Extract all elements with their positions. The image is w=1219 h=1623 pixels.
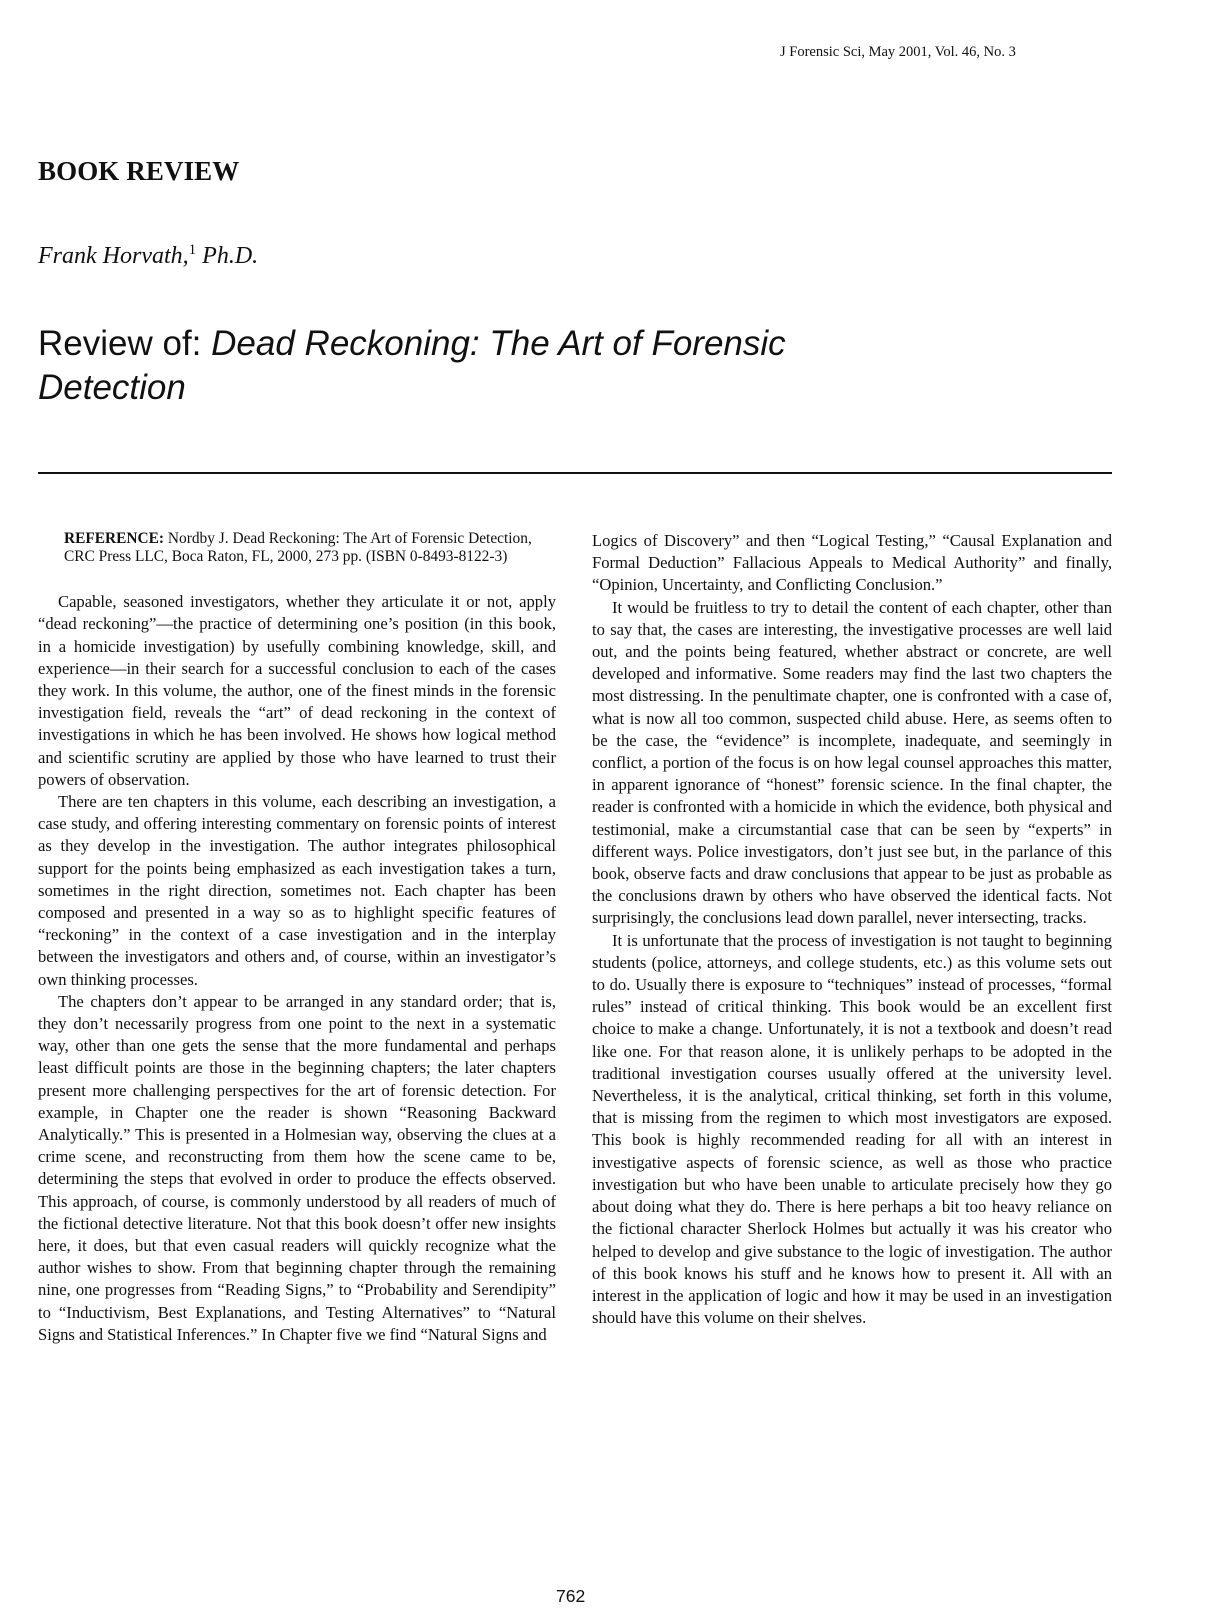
title-prefix: Review of:	[38, 324, 202, 363]
article-title	[38, 322, 898, 410]
body-paragraph: Capable, seasoned investigators, whether they articulate it or not, apply “dead reckoning”—the practice of determining one’s position (in this book, in a homicide investigation) by usefully combining knowledge, skill, and experience—in their search for a successful conclusion to each of the cases they work. In this volume, the author, one of the finest minds in the forensic investigation field, reveals the “art” of dead reckoning in the context of investigations in which he has been involved. He shows how logical method and scientific scrutiny are applied by those who have learned to trust their powers of observation.	[38, 592, 556, 789]
reference-block	[64, 530, 544, 565]
author-line	[38, 243, 258, 270]
body-paragraph: There are ten chapters in this volume, each describing an investigation, a case study, and offering interesting commentary on forensic points of interest as they develop in the investigation. The author integrates philosophical support for the points being emphasized as each investigation takes a turn, sometimes in the right direction, sometimes not. Each chapter has been composed and presented in a way so as to highlight specific features of “reckoning” in the context of a case investigation and in the interplay between the investigators and others and, of course, within an investigator’s own thinking processes.	[38, 792, 556, 989]
body-paragraph: It would be fruitless to try to detail the content of each chapter, other than to say that, the cases are interesting, the investigative processes are well laid out, and the points being featured, whether abstract or concrete, are well developed and informative. Some readers may find the last two chapters the most distressing. In the penultimate chapter, one is confronted with a case of, what is now all too common, suspected child abuse. Here, as seems often to be the case, the “evidence” is incomplete, inadequate, and seemingly in conflict, a portion of the focus is on how legal counsel approaches this matter, in apparent ignorance of “honest” forensic science. In the final chapter, the reader is confronted with a homicide in which the evidence, both physical and testimonial, make a circumstantial case that can be seen by “experts” in different ways. Police investigators, don’t just see but, in the parlance of this book, observe facts and draw conclusions that appear to be just as probable as the conclusions drawn by others who have observed the identical facts. Not surprisingly, the conclusions lead down parallel, never intersecting, tracks.	[592, 597, 1112, 928]
right-column	[592, 530, 1112, 1329]
left-column	[38, 530, 556, 1346]
body-paragraph-continuation: Logics of Discovery” and then “Logical Testing,” “Causal Explanation and Formal Deduction” Fallacious Appeals to Medical Authority” and finally, “Opinion, Uncertainty, and Conflicting Conclusion.”	[592, 531, 1112, 595]
author-degree: Ph.D.	[202, 243, 259, 269]
author-footnote-marker: 1	[188, 242, 197, 258]
body-paragraph: The chapters don’t appear to be arranged in any standard order; that is, they don’t necessarily progress from one point to the next in a systematic way, other than one gets the sense that the more fundamental and perhaps least difficult points are those in the beginning chapters; the later chapters present more challenging perspectives for the art of forensic detection. For example, in Chapter one the reader is shown “Reasoning Backward Analytically.” This is presented in a Holmesian way, observing the clues at a crime scene, and reconstructing from them how the scene came to be, determining the steps that evolved in order to produce the effects observed. This approach, of course, is commonly understood by all readers of much of the fictional detective literature. Not that this book doesn’t offer new insights here, it does, but that even casual readers will quickly recognize what the author wishes to show. From that beginning chapter through the remaining nine, one progresses from “Reading Signs,” to “Probability and Serendipity” to “Inductivism, Best Explanations, and Testing Alternatives” to “Natural Signs and Statistical Inferences.” In Chapter five we find “Natural Signs and	[38, 991, 556, 1344]
reference-label: REFERENCE:	[64, 530, 165, 547]
author-name: Frank Horvath,	[38, 243, 189, 269]
book-title-line2: Detection	[38, 368, 186, 407]
body-paragraph: It is unfortunate that the process of investigation is not taught to beginning students (police, attorneys, and college students, etc.) as this volume sets out to do. Usually there is exposure to “techniques” instead of processes, “formal rules” instead of critical thinking. This book would be an excellent first choice to make a change. Unfortunately, it is not a textbook and doesn’t read like one. For that reason alone, it is unlikely perhaps to be adopted in the traditional investigation courses usually offered at the university level. Nevertheless, it is the analytical, critical thinking, set forth in this volume, that is missing from the regimen to which most investigators are exposed. This book is highly recommended reading for all with an interest in investigative aspects of forensic science, as well as those who practice investigation but who have been unable to articulate precisely how they go about doing what they do. There is here perhaps a bit too heavy reliance on the fictional character Sherlock Holmes but actually it was his creator who helped to develop and give substance to the logic of investigation. The author of this book knows his stuff and he knows how to present it. All with an interest in the application of logic and how it may be used in an investigation should have this volume on their shelves.	[592, 930, 1112, 1328]
section-label: BOOK REVIEW	[38, 156, 240, 186]
journal-header: J Forensic Sci, May 2001, Vol. 46, No. 3	[780, 44, 1016, 60]
book-title-line1: Dead Reckoning: The Art of Forensic	[211, 324, 786, 363]
title-divider	[38, 472, 1112, 474]
page-number: 762	[556, 1586, 586, 1606]
reference-text: Nordby J. Dead Reckoning: The Art of Forensic Detection, CRC Press LLC, Boca Raton, FL, 2000, 273 pp. (ISBN 0-8493-8122-3)	[64, 530, 532, 565]
